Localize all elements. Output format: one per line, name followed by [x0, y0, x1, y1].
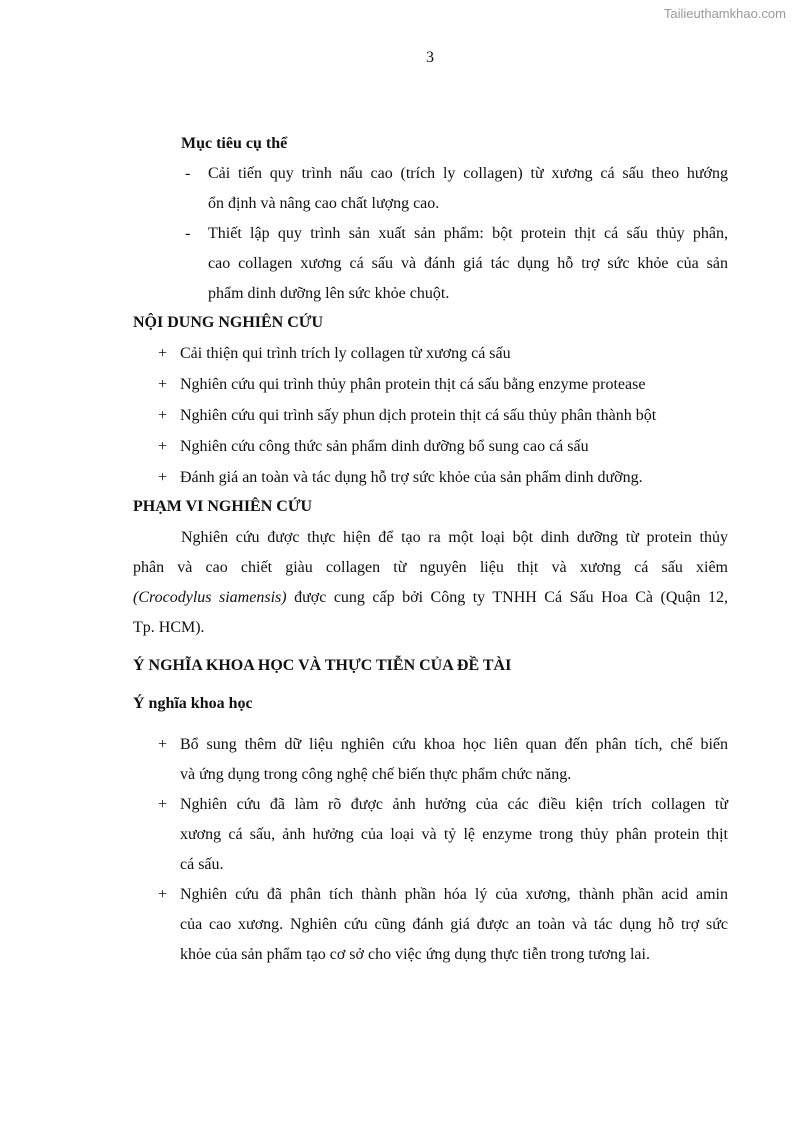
list-item-line: và ứng dụng trong công nghệ chế biến thực phẩm chức năng. [180, 766, 572, 783]
list-marker: + [158, 438, 168, 455]
list-marker: - [185, 165, 191, 182]
list-item-line: Nghiên cứu đã phân tích thành phần hóa lý của xương, thành phần acid amin [180, 886, 728, 903]
list-item: Cải thiện qui trình trích ly collagen từ xương cá sấu [180, 345, 511, 362]
species-name: (Crocodylus siamensis) [133, 589, 287, 606]
list-marker: + [158, 736, 168, 753]
section-subtitle-muc-tieu: Mục tiêu cụ thể [181, 135, 288, 152]
list-marker: - [185, 225, 191, 242]
list-item-line: ổn định và nâng cao chất lượng cao. [208, 195, 440, 212]
list-marker: + [158, 469, 168, 486]
list-item-line: Bổ sung thêm dữ liệu nghiên cứu khoa học liên quan đến phân tích, chế biến [180, 736, 728, 753]
list-item-line: cá sấu. [180, 856, 224, 873]
list-item-line: Thiết lập quy trình sản xuất sản phẩm: bột protein thịt cá sấu thủy phân, [208, 225, 728, 242]
list-item: Nghiên cứu qui trình thủy phân protein thịt cá sấu bằng enzyme protease [180, 376, 646, 393]
list-item-line: cao collagen xương cá sấu và đánh giá tác dụng hỗ trợ sức khỏe của sản [208, 255, 728, 272]
list-marker: + [158, 407, 168, 424]
paragraph-line: phân và cao chiết giàu collagen từ nguyên liệu thịt và xương cá sấu xiêm [133, 559, 728, 576]
paragraph-line: Nghiên cứu được thực hiện để tạo ra một loại bột dinh dưỡng từ protein thủy [181, 529, 728, 546]
paragraph-line: Tp. HCM). [133, 619, 205, 636]
watermark-text: Tailieuthamkhao.com [663, 6, 786, 21]
list-item-line: của cao xương. Nghiên cứu cũng đánh giá được an toàn và tác dụng hỗ trợ sức [180, 916, 728, 933]
list-item: Nghiên cứu qui trình sấy phun dịch protein thịt cá sấu thủy phân thành bột [180, 407, 657, 424]
list-item-line: Cải tiến quy trình nấu cao (trích ly collagen) từ xương cá sấu theo hướng [208, 165, 728, 182]
paragraph-line [133, 583, 728, 613]
page-number: 3 [426, 49, 434, 66]
list-marker: + [158, 345, 168, 362]
list-item-line: Nghiên cứu đã làm rõ được ảnh hưởng của các điều kiện trích collagen từ [180, 796, 728, 813]
section-heading-noi-dung: NỘI DUNG NGHIÊN CỨU [133, 314, 324, 331]
paragraph-text: được cung cấp bởi Công ty TNHH Cá Sấu Hoa Cà (Quận 12, [286, 589, 729, 606]
list-item-line: xương cá sấu, ảnh hưởng của loại và tỷ lệ enzyme trong thủy phân protein thịt [180, 826, 728, 843]
list-marker: + [158, 796, 168, 813]
section-subtitle-y-nghia-khoa-hoc: Ý nghĩa khoa học [133, 695, 253, 712]
list-item: Đánh giá an toàn và tác dụng hỗ trợ sức khỏe của sản phẩm dinh dưỡng. [180, 469, 643, 486]
list-item-line: phẩm dinh dưỡng lên sức khỏe chuột. [208, 285, 450, 302]
section-heading-pham-vi: PHẠM VI NGHIÊN CỨU [133, 498, 313, 515]
list-marker: + [158, 886, 168, 903]
list-item: Nghiên cứu công thức sản phẩm dinh dưỡng bổ sung cao cá sấu [180, 438, 589, 455]
list-item-line: khỏe của sản phẩm tạo cơ sở cho việc ứng dụng thực tiễn trong tương lai. [180, 946, 650, 963]
list-marker: + [158, 376, 168, 393]
section-heading-y-nghia: Ý NGHĨA KHOA HỌC VÀ THỰC TIỄN CỦA ĐỀ TÀI [133, 657, 512, 674]
